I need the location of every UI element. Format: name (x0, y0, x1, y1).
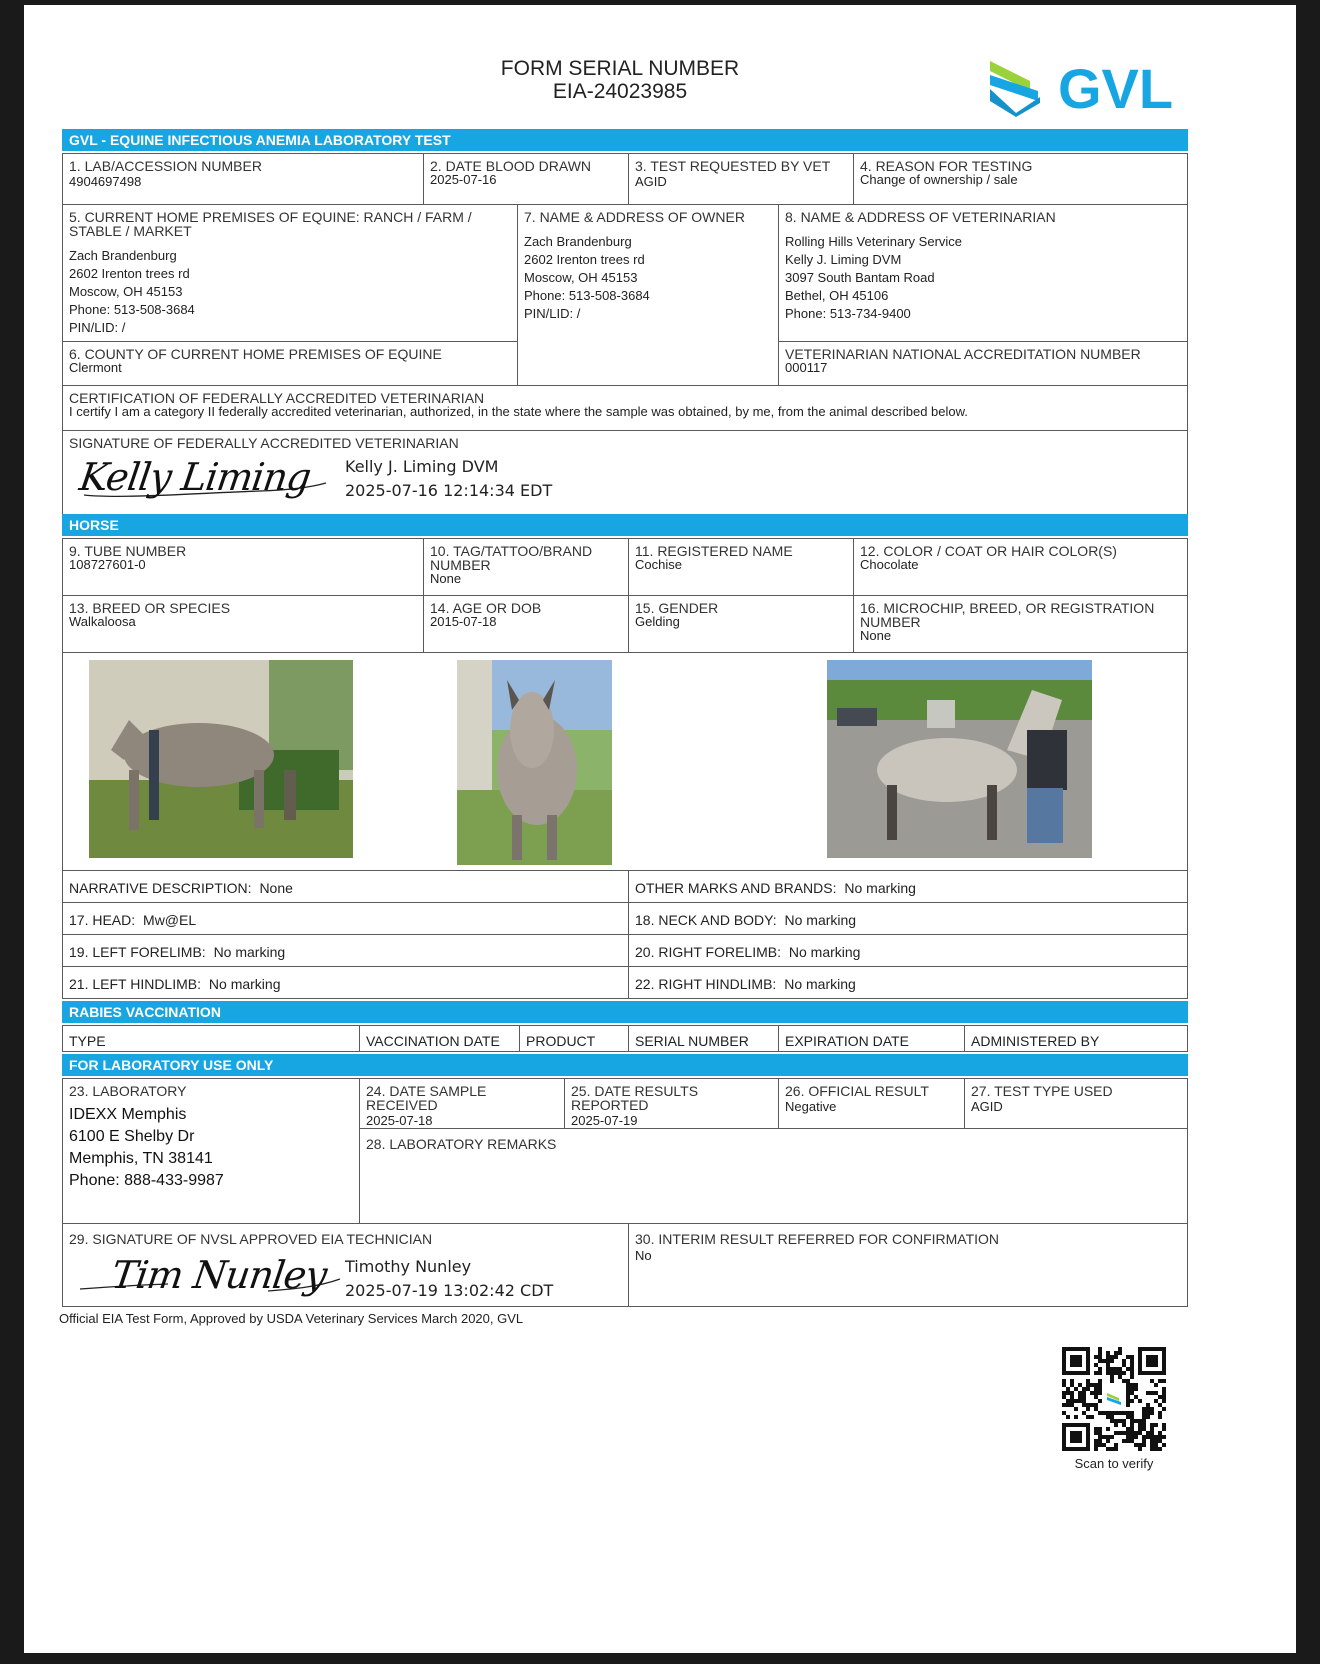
vet-line: Phone: 513-734-9400 (785, 306, 911, 321)
left-forelimb-value: No marking (213, 944, 286, 960)
head-label: 17. HEAD: (69, 912, 136, 928)
official-result-value: Negative (785, 1099, 837, 1114)
tube-number-label: 9. TUBE NUMBER (69, 543, 187, 559)
lab-remarks-cell (359, 1128, 1188, 1224)
date-drawn-label: 2. DATE BLOOD DRAWN (430, 158, 592, 174)
tube-number-cell (62, 538, 424, 596)
vet-signature-image (76, 453, 330, 508)
registered-name-cell (628, 538, 854, 596)
laboratory-address (69, 1104, 353, 1192)
laboratory-cell (62, 1078, 360, 1224)
premises-cell (62, 204, 518, 342)
test-type-value: AGID (971, 1099, 1003, 1114)
coat-color-label: 12. COLOR / COAT OR HAIR COLOR(S) (860, 543, 1117, 559)
vet-signature-timestamp: 2025-07-16 12:14:34 EDT (345, 481, 553, 500)
date-received-cell (359, 1078, 565, 1129)
tag-number-label: 10. TAG/TATTOO/BRAND NUMBER (430, 543, 593, 573)
owner-line: PIN/LID: / (524, 306, 581, 321)
vet-signature-script: Kelly Liming (76, 455, 314, 499)
form-serial: EIA-24023985 (552, 80, 688, 103)
premises-line: Moscow, OH 45153 (69, 284, 183, 299)
accreditation-label: VETERINARIAN NATIONAL ACCREDITATION NUMBER (785, 346, 1141, 362)
date-reported-value: 2025-07-19 (571, 1113, 638, 1128)
gvl-logo-icon (988, 57, 1044, 117)
left-hindlimb-value: No marking (208, 976, 281, 992)
premises-line: Phone: 513-508-3684 (69, 302, 195, 317)
neck-body-value: No marking (784, 912, 857, 928)
horse-photo-side (89, 660, 353, 858)
date-received-value: 2025-07-18 (366, 1113, 433, 1128)
rabies-col-administered: ADMINISTERED BY (964, 1025, 1188, 1052)
laboratory-label: 23. LABORATORY (69, 1083, 187, 1099)
vet-line: Rolling Hills Veterinary Service (785, 234, 963, 249)
laboratory-line: 6100 E Shelby Dr (69, 1128, 195, 1145)
reason-value: Change of ownership / sale (860, 172, 1018, 187)
vet-line: 3097 South Bantam Road (785, 270, 935, 285)
lab-accession-value: 4904697498 (69, 174, 142, 189)
owner-line: Moscow, OH 45153 (524, 270, 638, 285)
technician-signature-label: 29. SIGNATURE OF NVSL APPROVED EIA TECHNICIAN (69, 1231, 433, 1247)
accreditation-cell (778, 341, 1188, 386)
tag-number-value: None (430, 571, 462, 586)
section-bar-lab: FOR LABORATORY USE ONLY (62, 1054, 1188, 1076)
narrative-label: NARRATIVE DESCRIPTION: (69, 880, 252, 896)
rabies-col-date: VACCINATION DATE (359, 1025, 520, 1052)
other-marks-value: No marking (844, 880, 916, 896)
technician-signature-script: Tim Nunley (108, 1253, 330, 1297)
official-result-label: 26. OFFICIAL RESULT (785, 1083, 929, 1099)
breed-label: 13. BREED OR SPECIES (69, 600, 231, 616)
date-received-label: 24. DATE SAMPLE RECEIVED (366, 1083, 487, 1113)
interim-result-cell (628, 1223, 1188, 1307)
interim-result-label: 30. INTERIM RESULT REFERRED FOR CONFIRMATION (635, 1231, 1000, 1247)
breed-cell (62, 595, 424, 653)
right-forelimb-value: No marking (788, 944, 861, 960)
vet-line: Bethel, OH 45106 (785, 288, 889, 303)
premises-line: PIN/LID: / (69, 320, 126, 335)
microchip-label: 16. MICROCHIP, BREED, OR REGISTRATION NUMBER (860, 600, 1155, 630)
county-cell (62, 341, 518, 386)
gender-label: 15. GENDER (635, 600, 719, 616)
technician-signature-image (78, 1251, 343, 1306)
vet-signature-label: SIGNATURE OF FEDERALLY ACCREDITED VETERINARIAN (69, 435, 459, 451)
county-label: 6. COUNTY OF CURRENT HOME PREMISES OF EQUINE (69, 346, 442, 362)
vet-line: Kelly J. Liming DVM (785, 252, 902, 267)
lab-accession-cell (62, 153, 424, 205)
vet-signature-name: Kelly J. Liming DVM (345, 457, 499, 476)
age-value: 2015-07-18 (430, 614, 497, 629)
reason-label: 4. REASON FOR TESTING (860, 158, 1033, 174)
registered-name-label: 11. REGISTERED NAME (635, 543, 793, 559)
tube-number-value: 108727601-0 (69, 557, 146, 572)
vet-address (785, 233, 1181, 323)
section-bar-main: GVL - EQUINE INFECTIOUS ANEMIA LABORATORY TEST (62, 129, 1188, 151)
reason-cell (853, 153, 1188, 205)
horse-photo-lot (827, 660, 1092, 858)
accreditation-value: 000117 (785, 360, 828, 375)
right-hindlimb-label: 22. RIGHT HINDLIMB: (635, 976, 777, 992)
lab-accession-label: 1. LAB/ACCESSION NUMBER (69, 158, 262, 174)
section-bar-rabies: RABIES VACCINATION (62, 1001, 1188, 1023)
certification-text: I certify I am a category II federally accredited veterinarian, authorized, in the state where the sample was obtained, by me, from the animal described below. (69, 404, 968, 419)
gender-value: Gelding (635, 614, 680, 629)
technician-timestamp: 2025-07-19 13:02:42 CDT (345, 1281, 554, 1300)
test-type-cell (964, 1078, 1188, 1129)
date-drawn-cell (423, 153, 629, 205)
coat-color-cell (853, 538, 1188, 596)
premises-line: Zach Brandenburg (69, 248, 177, 263)
section-bar-horse: HORSE (62, 514, 1188, 536)
microchip-value: None (860, 628, 892, 643)
narrative-cell (62, 870, 629, 903)
neck-body-cell (628, 902, 1188, 935)
premises-label: 5. CURRENT HOME PREMISES OF EQUINE: RANCH / FARM / STABLE / MARKET (69, 209, 472, 239)
right-forelimb-cell (628, 934, 1188, 967)
breed-value: Walkaloosa (69, 614, 136, 629)
test-requested-value: AGID (635, 174, 667, 189)
gvl-logo (988, 57, 1188, 121)
head-value: Mw@EL (143, 912, 197, 928)
left-forelimb-label: 19. LEFT FORELIMB: (69, 944, 206, 960)
owner-address (524, 233, 772, 323)
date-reported-label: 25. DATE RESULTS REPORTED (571, 1083, 699, 1113)
rabies-col-expiration: EXPIRATION DATE (778, 1025, 965, 1052)
laboratory-line: IDEXX Memphis (69, 1106, 187, 1123)
vet-label: 8. NAME & ADDRESS OF VETERINARIAN (785, 209, 1056, 225)
test-requested-label: 3. TEST REQUESTED BY VET (635, 158, 831, 174)
other-marks-label: OTHER MARKS AND BRANDS: (635, 880, 837, 896)
age-label: 14. AGE OR DOB (430, 600, 542, 616)
owner-cell (517, 204, 779, 386)
owner-label: 7. NAME & ADDRESS OF OWNER (524, 209, 745, 225)
age-cell (423, 595, 629, 653)
certification-cell (62, 385, 1188, 431)
test-type-label: 27. TEST TYPE USED (971, 1083, 1113, 1099)
interim-result-value: No (635, 1248, 652, 1263)
lab-remarks-label: 28. LABORATORY REMARKS (366, 1136, 557, 1152)
premises-line: 2602 Irenton trees rd (69, 266, 190, 281)
owner-line: Phone: 513-508-3684 (524, 288, 650, 303)
rabies-col-product: PRODUCT (519, 1025, 629, 1052)
gender-cell (628, 595, 854, 653)
date-reported-cell (564, 1078, 779, 1129)
footer-note: Official EIA Test Form, Approved by USDA Veterinary Services March 2020, GVL (59, 1311, 524, 1326)
test-requested-cell (628, 153, 854, 205)
rabies-col-serial: SERIAL NUMBER (628, 1025, 779, 1052)
technician-name: Timothy Nunley (345, 1257, 472, 1276)
vet-cell (778, 204, 1188, 342)
date-drawn-value: 2025-07-16 (430, 172, 497, 187)
registered-name-value: Cochise (635, 557, 682, 572)
owner-line: 2602 Irenton trees rd (524, 252, 645, 267)
left-forelimb-cell (62, 934, 629, 967)
county-value: Clermont (69, 360, 122, 375)
gvl-logo-text: GVL (1058, 57, 1174, 120)
laboratory-line: Phone: 888-433-9987 (69, 1172, 224, 1189)
laboratory-line: Memphis, TN 38141 (69, 1150, 213, 1167)
left-hindlimb-label: 21. LEFT HINDLIMB: (69, 976, 202, 992)
certification-label: CERTIFICATION OF FEDERALLY ACCREDITED VETERINARIAN (69, 390, 485, 406)
head-cell (62, 902, 629, 935)
scan-to-verify-label: Scan to verify (1074, 1456, 1154, 1471)
premises-address (69, 247, 511, 337)
other-marks-cell (628, 870, 1188, 903)
coat-color-value: Chocolate (860, 557, 919, 572)
microchip-cell (853, 595, 1188, 653)
narrative-value: None (259, 880, 293, 896)
official-result-cell (778, 1078, 965, 1129)
horse-photo-front (457, 660, 612, 865)
verification-qr-code[interactable] (1062, 1347, 1166, 1451)
form-title: FORM SERIAL NUMBER (500, 57, 740, 80)
right-hindlimb-cell (628, 966, 1188, 999)
right-forelimb-label: 20. RIGHT FORELIMB: (635, 944, 781, 960)
right-hindlimb-value: No marking (784, 976, 856, 992)
owner-line: Zach Brandenburg (524, 234, 632, 249)
document-page (24, 5, 1296, 1653)
tag-number-cell (423, 538, 629, 596)
left-hindlimb-cell (62, 966, 629, 999)
neck-body-label: 18. NECK AND BODY: (635, 912, 777, 928)
rabies-col-type: TYPE (62, 1025, 360, 1052)
